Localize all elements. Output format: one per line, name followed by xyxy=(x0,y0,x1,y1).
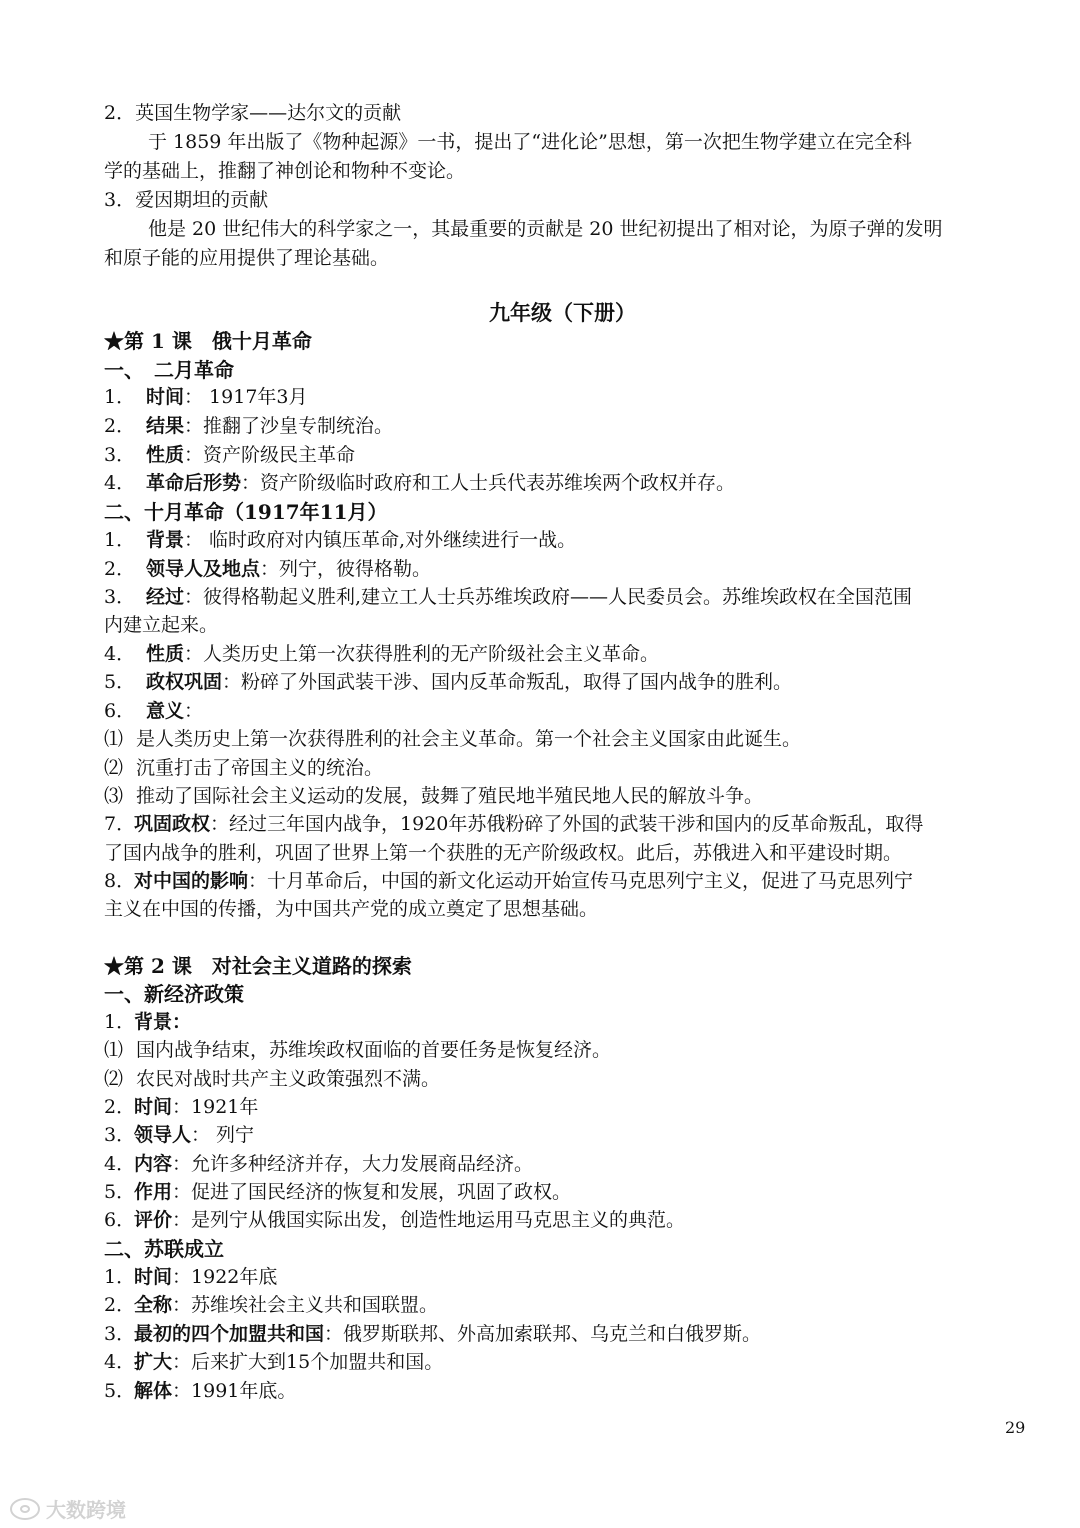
top-line-1: 2．英国生物学家——达尔文的贡献 xyxy=(104,102,402,124)
list-item: ⑴ 国内战争结束，苏维埃政权面临的首要任务是恢复经济。 xyxy=(104,1039,612,1061)
list-item: 4．扩大：后来扩大到15个加盟共和国。 xyxy=(104,1351,444,1373)
lesson-2-title: ★第 2 课 对社会主义道路的探索 xyxy=(104,954,412,978)
list-item: 7．巩固政权：经过三年国内战争，1920年苏俄粉碎了外国的武装干涉和国内的反革命叛乱，取得 xyxy=(104,813,924,835)
top-line-3: 学的基础上，推翻了神创论和物种不变论。 xyxy=(104,160,466,182)
list-item: ⑴ 是人类历史上第一次获得胜利的社会主义革命。第一个社会主义国家由此诞生。 xyxy=(104,728,802,750)
top-line-2: 于 1859 年出版了《物种起源》一书，提出了“进化论”思想，第一次把生物学建立在完全科 xyxy=(148,131,912,153)
list-item: 3． 经过：彼得格勒起义胜利,建立工人士兵苏维埃政府——人民委员会。苏维埃政权在全国范围 xyxy=(104,586,913,608)
list-item: ⑵ 沉重打击了帝国主义的统治。 xyxy=(104,757,384,779)
list-item: 3． 性质：资产阶级民主革命 xyxy=(104,444,356,466)
list-item: ⑵ 农民对战时共产主义政策强烈不满。 xyxy=(104,1068,441,1090)
watermark xyxy=(10,1494,126,1523)
list-item: 3．领导人： 列宁 xyxy=(104,1124,255,1146)
lesson-2-part-2-heading: 二、苏联成立 xyxy=(104,1237,224,1261)
top-line-6: 和原子能的应用提供了理论基础。 xyxy=(104,247,390,269)
top-line-4: 3．爱因期坦的贡献 xyxy=(104,189,269,211)
list-item-continued: 主义在中国的传播，为中国共产党的成立奠定了思想基础。 xyxy=(104,898,599,920)
top-line-5: 他是 20 世纪伟大的科学家之一，其最重要的贡献是 20 世纪初提出了相对论，为原子弹的发明 xyxy=(148,218,943,240)
list-item: 8．对中国的影响：十月革命后，中国的新文化运动开始宣传马克思列宁主义，促进了马克思列宁 xyxy=(104,870,914,892)
list-item: 5．解体：1991年底。 xyxy=(104,1380,297,1402)
list-item-continued: 内建立起来。 xyxy=(104,614,219,636)
list-item: 3．最初的四个加盟共和国：俄罗斯联邦、外高加索联邦、乌克兰和白俄罗斯。 xyxy=(104,1323,762,1345)
list-item: 4．内容：允许多种经济并存，大力发展商品经济。 xyxy=(104,1153,534,1175)
list-item: 5． 政权巩固：粉碎了外国武装干涉、国内反革命叛乱，取得了国内战争的胜利。 xyxy=(104,671,793,693)
watermark-text: 大数跨境 xyxy=(46,1498,126,1522)
list-item: 6．评价：是列宁从俄国实际出发，创造性地运用马克思主义的典范。 xyxy=(104,1209,686,1231)
list-item-continued: 了国内战争的胜利，巩固了世界上第一个获胜的无产阶级政权。此后，苏俄进入和平建设时期。 xyxy=(104,842,903,864)
lesson-2-part-1-heading: 一、新经济政策 xyxy=(104,982,244,1006)
list-item: 6． 意义： xyxy=(104,700,204,722)
list-item: 2．全称：苏维埃社会主义共和国联盟。 xyxy=(104,1294,439,1316)
list-item: 2．时间：1921年 xyxy=(104,1096,259,1118)
list-item: 1．时间：1922年底 xyxy=(104,1266,278,1288)
list-item: 5．作用：促进了国民经济的恢复和发展，巩固了政权。 xyxy=(104,1181,572,1203)
lesson-1-part-1-heading: 一、 二月革命 xyxy=(104,358,234,382)
list-item: ⑶ 推动了国际社会主义运动的发展，鼓舞了殖民地半殖民地人民的解放斗争。 xyxy=(104,785,764,807)
list-item: 1．背景： xyxy=(104,1011,192,1033)
lesson-1-title: ★第 1 课 俄十月革命 xyxy=(104,329,312,353)
list-item: 1． 背景： 临时政府对内镇压革命,对外继续进行一战。 xyxy=(104,529,577,551)
list-item: 4． 革命后形势：资产阶级临时政府和工人士兵代表苏维埃两个政权并存。 xyxy=(104,472,736,494)
page-number: 29 xyxy=(1005,1418,1026,1437)
section-title: 九年级（下册） xyxy=(489,300,636,325)
list-item: 2． 结果：推翻了沙皇专制统治。 xyxy=(104,415,394,437)
weibo-logo-icon xyxy=(10,1498,40,1520)
list-item: 4． 性质：人类历史上第一次获得胜利的无产阶级社会主义革命。 xyxy=(104,643,660,665)
list-item: 2． 领导人及地点：列宁，彼得格勒。 xyxy=(104,558,432,580)
lesson-1-part-2-heading: 二、十月革命（1917年11月） xyxy=(104,500,388,524)
list-item: 1． 时间： 1917年3月 xyxy=(104,386,308,408)
